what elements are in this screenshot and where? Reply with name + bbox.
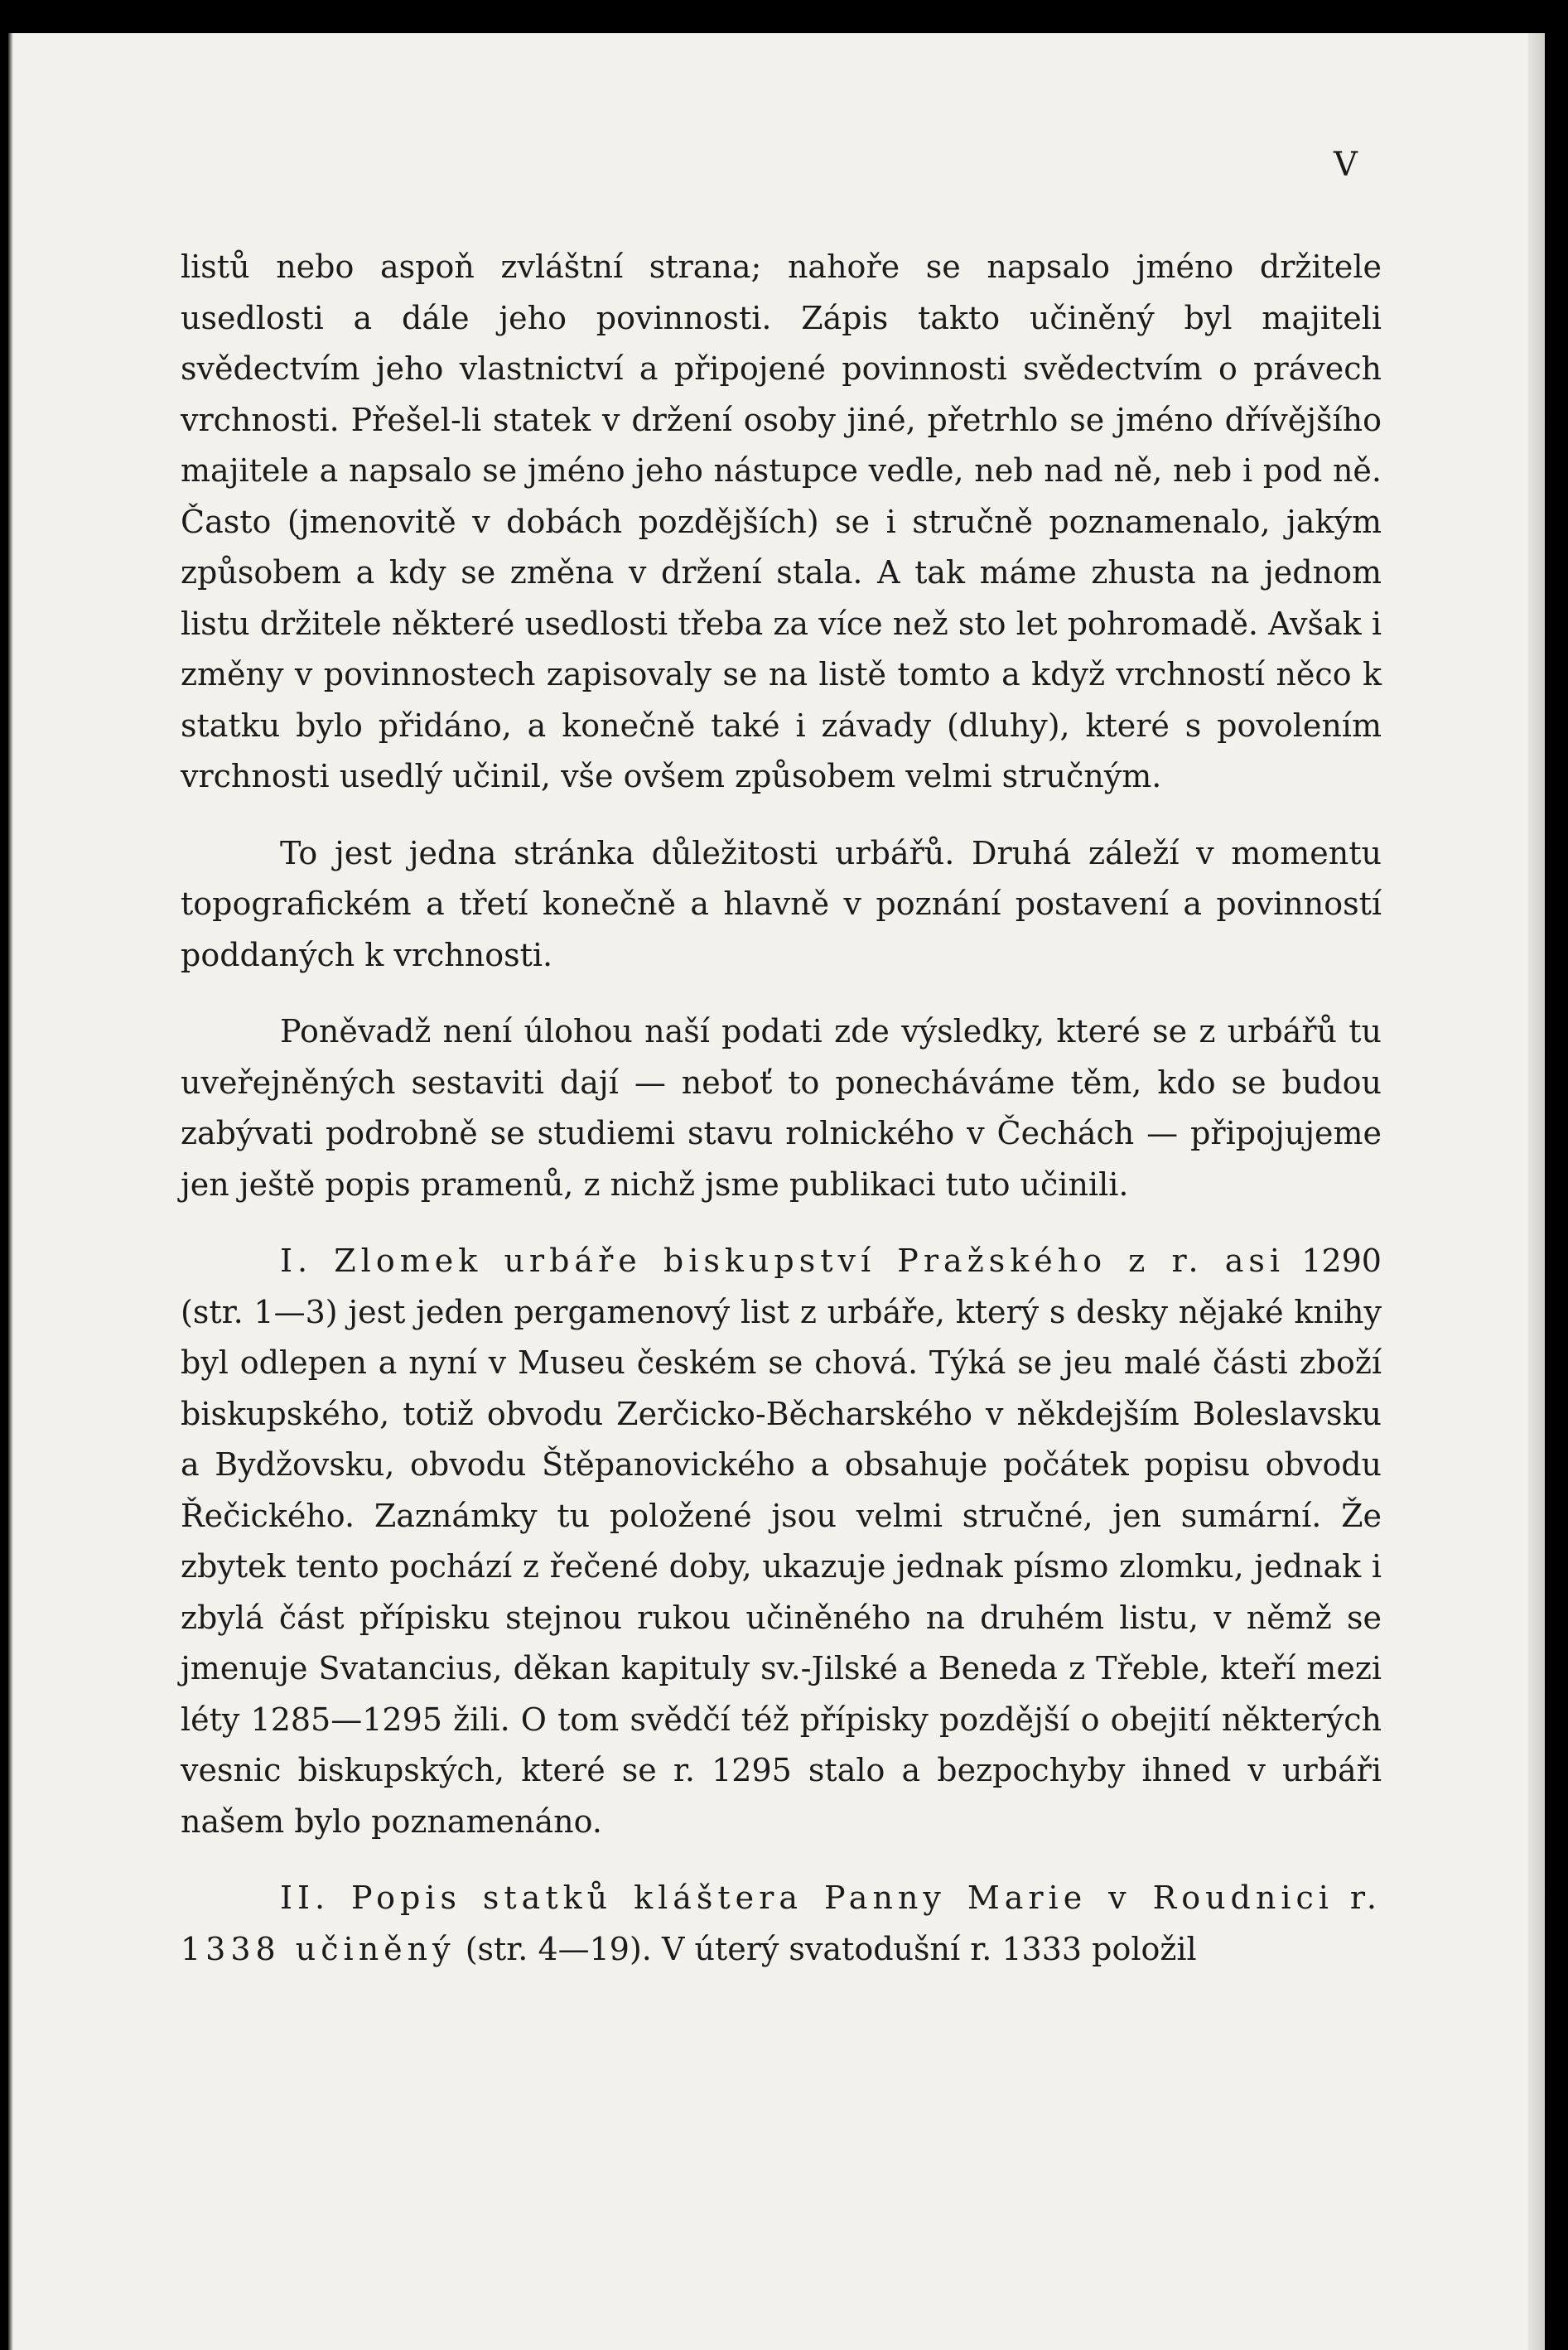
paragraph-1: listů nebo aspoň zvláštní strana; nahoře se napsalo jméno držitele usedlosti a dále jeho povinnosti. Zápis takto učiněný byl majiteli svědectvím jeho vlastnictví a připojené povinnosti svědectvím o právech vrchnosti. Přešel-li statek v držení osoby jiné, přetrhlo se jméno dřívějšího majitele a napsalo se jméno jeho nástupce vedle, neb nad ně, neb i pod ně. Často (jmenovitě v dobách pozdějších) se i stručně poznamenalo, jakým způsobem a kdy se změna v držení stala. A tak máme zhusta na jednom listu držitele některé usedlosti třeba za více než sto let pohromadě. Avšak i změny v povinnostech zapisovaly se na listě tomto a když vrchností něco k statku bylo přidáno, a konečně také i závady (dluhy), které s povolením vrchnosti usedlý učinil, vše ovšem způsobem velmi stručným. [181,249,1382,794]
page-edge [1528,33,1545,2350]
section-text-1: 1290 (str. 1—3) jest jeden pergamenový list z urbáře, který s desky nějaké knihy byl odlepen a nyní v Museu českém se chová. Týká se jeu malé části zboží biskupského, totiž obvodu Zerčicko-Běcharského v někdejším Boleslavsku a Bydžovsku, obvodu Štěpanovického a obsahuje počátek popisu obvodu Řečického. Zaznámky tu položené jsou velmi stručné, jen sumární. Že zbytek tento pochází z řečené doby, ukazuje jednak písmo zlomku, jednak i zbylá část přípisku stejnou rukou učiněného na druhém listu, v němž se jmenuje Svatancius, děkan kapituly sv.-Jilské a Beneda z Třeble, kteří mezi léty 1285—1295 žili. O tom svědčí též přípisky pozdější o obejití některých vesnic biskupských, které se r. 1295 stalo a bezpochyby ihned v urbáři našem bylo poznamenáno. [181,1243,1382,1840]
paragraph-4 [181,1236,1382,1847]
paragraph-5 [181,1873,1382,1975]
page-number: V [1334,146,1358,184]
section-text-2: (str. 4—19). V úterý svatodušní r. 1333 položil [465,1930,1197,1967]
paragraph-2: To jest jedna stránka důležitosti urbářů. Druhá záleží v momentu topografickém a třetí konečně a hlavně v poznání postavení a povinností poddaných k vrchnosti. [181,834,1382,973]
section-heading-2: II. Popis statků kláštera Panny Marie v Roudnici [280,1880,1334,1916]
binding-shadow [8,33,13,2350]
body-text [181,242,1382,1975]
section-heading-1: I. Zlomek urbáře biskupství Pražského z r. asi [280,1243,1286,1279]
paragraph-3: Poněvadž není úlohou naší podati zde výsledky, které se z urbářů tu uveřejněných sestaviti dají — neboť to ponecháváme těm, kdo se budou zabývati podrobně se studiemi stavu rolnického v Čechách — připojujeme jen ještě popis pramenů, z nichž jsme publikaci tuto učinili. [181,1013,1382,1203]
section-heading-2-cont: r. 1338 učiněný [181,1880,1382,1967]
